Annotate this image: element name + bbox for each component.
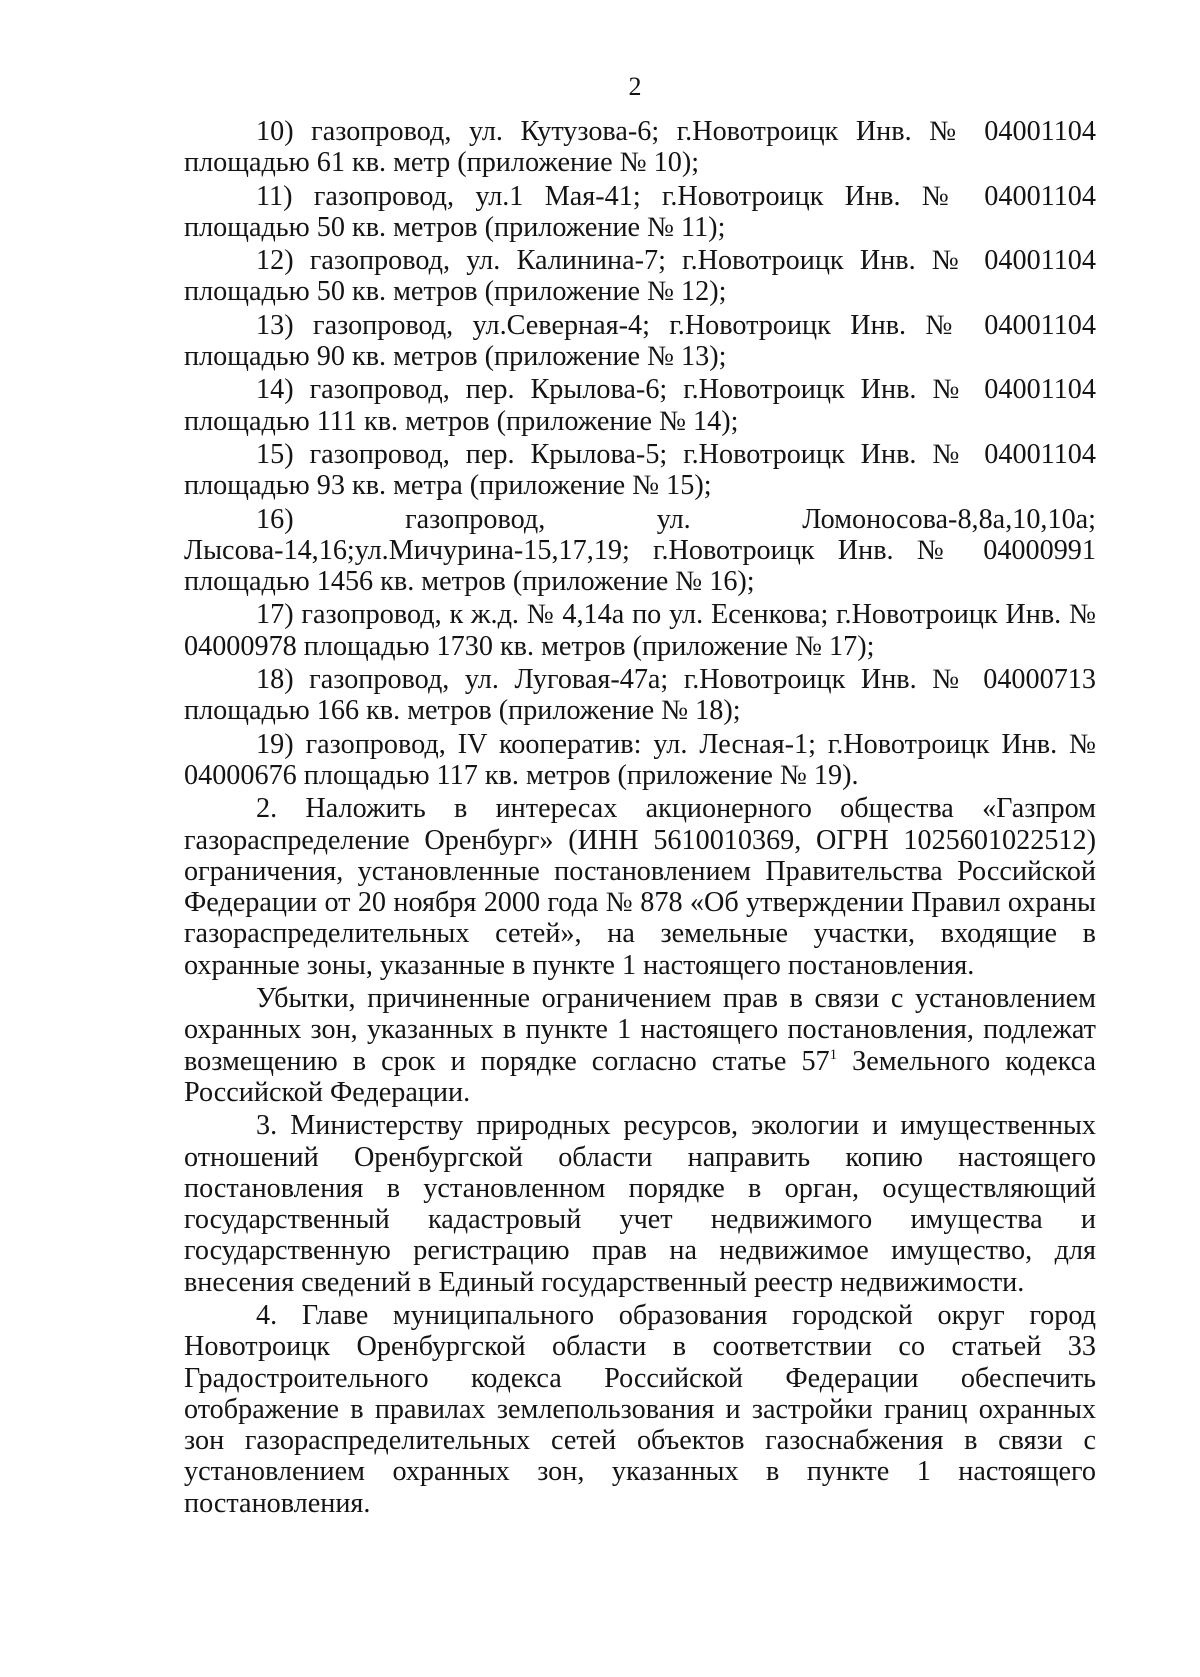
document-body (184, 116, 1096, 1521)
list-item-19: 19) газопровод, IV кооператив: ул. Лесная-1; г.Новотроицк Инв. № 04000676 площадью 117 кв. метров (приложение № 19). (184, 728, 1096, 791)
list-item-13: 13) газопровод, ул.Северная-4; г.Новотроицк Инв. № 04001104 площадью 90 кв. метров (приложение № 13); (184, 309, 1096, 373)
list-item-10: 10) газопровод, ул. Кутузова-6; г.Новотроицк Инв. № 04001104 площадью 61 кв. метр (приложение № 10); (184, 116, 1096, 179)
list-item-17: 17) газопровод, к ж.д. № 4,14а по ул. Есенкова; г.Новотроицк Инв. № 04000978 площадью 1730 кв. метров (приложение № 17); (184, 599, 1096, 662)
paragraph-3: 3. Министерству природных ресурсов, экологии и имущественных отношений Оренбургской области направить копию настоящего постановления в установленном порядке в орган, осуществляющий государственный кадастровый учет недвижимого имущества и государственную регистрацию прав на недвижимое имущество, для внесения сведений в Единый государственный реестр недвижимости. (184, 1110, 1096, 1298)
list-item-12: 12) газопровод, ул. Калинина-7; г.Новотроицк Инв. № 04001104 площадью 50 кв. метров (приложение № 12); (184, 245, 1096, 308)
paragraph-2: 2. Наложить в интересах акционерного общества «Газпром газораспределение Оренбург» (ИНН 5610010369, ОГРН 1025601022512) ограничения, установленные постановлением Правительства Российской Федерации от 20 ноября 2000 года № 878 «Об утверждении Правил охраны газораспределительных сетей», на земельные участки, входящие в охранные зоны, указанные в пункте 1 настоящего постановления. (184, 793, 1096, 981)
list-item-16: 16) газопровод, ул. Ломоносова-8,8а,10,10а; Лысова-14,16;ул.Мичурина-15,17,19; г.Новотроицк Инв. № 04000991 площадью 1456 кв. метров (приложение № 16); (184, 503, 1096, 598)
paragraph-2-losses-text: Убытки, причиненные ограничением прав в связи с установлением охранных зон, указанных в пункте 1 настоящего постановления, подлежат возмещению в срок и порядке согласно статье 57 (184, 983, 1096, 1077)
list-item-11: 11) газопровод, ул.1 Мая-41; г.Новотроицк Инв. № 04001104 площадью 50 кв. метров (приложение № 11); (184, 180, 1096, 243)
paragraph-4: 4. Главе муниципального образования городской округ город Новотроицк Оренбургской области в соответствии со статьей 33 Градостроительного кодекса Российской Федерации обеспечить отображение в правилах землепользования и застройки границ охранных зон газораспределительных сетей объектов газоснабжения в связи с установлением охранных зон, указанных в пункте 1 настоящего постановления. (184, 1299, 1096, 1519)
article-superscript: 1 (829, 1046, 838, 1063)
list-item-18: 18) газопровод, ул. Луговая-47а; г.Новотроицк Инв. № 04000713 площадью 166 кв. метров (приложение № 18); (184, 664, 1096, 727)
page-number: 2 (628, 72, 642, 101)
paragraph-2-losses-tail: Земельного кодекса Российской Федерации. (184, 1045, 1096, 1108)
list-item-15: 15) газопровод, пер. Крылова-5; г.Новотроицк Инв. № 04001104 площадью 93 кв. метра (приложение № 15); (184, 438, 1096, 502)
list-item-14: 14) газопровод, пер. Крылова-6; г.Новотроицк Инв. № 04001104 площадью 111 кв. метров (приложение № 14); (184, 374, 1096, 437)
paragraph-2-losses (184, 983, 1096, 1108)
